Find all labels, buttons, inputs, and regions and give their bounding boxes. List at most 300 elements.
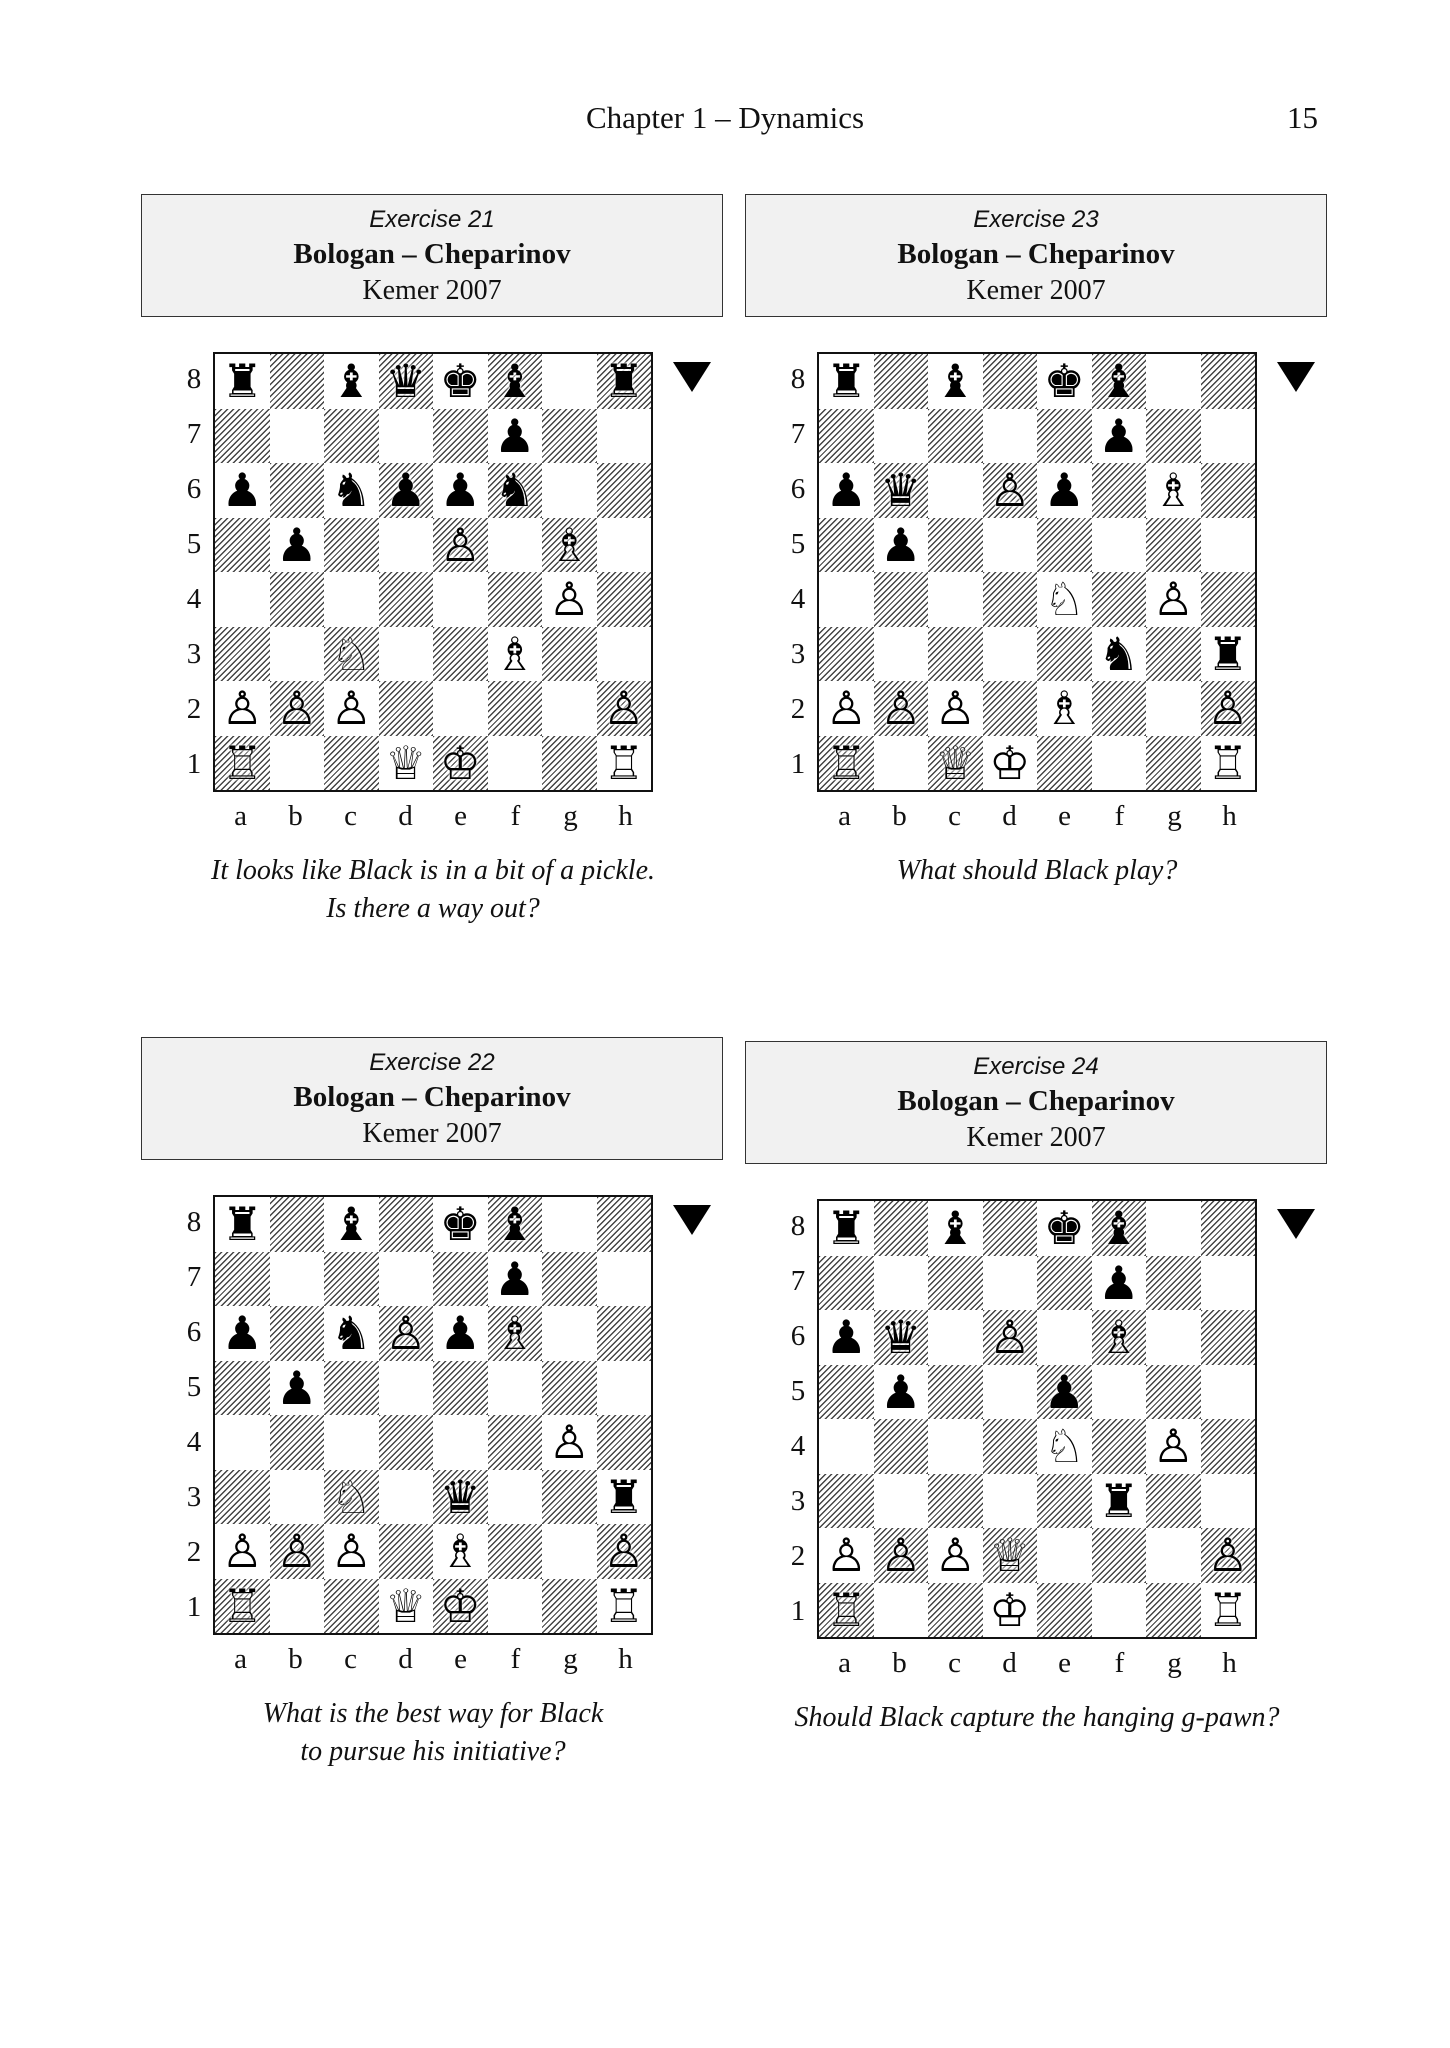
square-g6 xyxy=(542,1306,597,1361)
square-e5 xyxy=(1037,518,1092,573)
square-h4 xyxy=(597,1415,652,1470)
square-g3 xyxy=(1146,1474,1201,1529)
square-g4 xyxy=(1146,572,1201,627)
white-pawn-icon: ♙ xyxy=(603,681,645,736)
square-c6 xyxy=(324,1306,379,1361)
exercise-label: Exercise 21 xyxy=(369,206,495,233)
file-label: h xyxy=(618,1643,633,1675)
rank-label: 4 xyxy=(790,583,806,615)
exercise-label: Exercise 24 xyxy=(973,1053,1099,1080)
square-e1 xyxy=(1037,1583,1092,1638)
square-f1 xyxy=(1092,736,1147,791)
black-to-move-icon xyxy=(673,362,711,392)
square-e4 xyxy=(1037,1419,1092,1474)
square-b6 xyxy=(270,1306,325,1361)
square-h1 xyxy=(597,736,652,791)
rank-label: 1 xyxy=(790,1595,806,1627)
square-a5 xyxy=(215,1361,270,1416)
white-pawn-icon: ♙ xyxy=(330,1524,372,1579)
white-queen-icon: ♕ xyxy=(989,1528,1031,1583)
black-rook-icon: ♜ xyxy=(1098,1473,1140,1528)
white-pawn-icon: ♙ xyxy=(989,463,1031,518)
square-b5 xyxy=(874,1365,929,1420)
file-labels xyxy=(213,1643,653,1683)
exercise-caption xyxy=(745,852,1329,890)
black-pawn-icon: ♟ xyxy=(439,463,481,518)
white-rook-icon: ♖ xyxy=(825,735,867,790)
square-a7 xyxy=(215,1252,270,1307)
file-label: b xyxy=(288,800,303,832)
black-king-icon: ♚ xyxy=(1043,354,1085,409)
rank-label: 1 xyxy=(186,1591,202,1623)
square-f1 xyxy=(488,736,543,791)
black-pawn-icon: ♟ xyxy=(825,1310,867,1365)
square-e3 xyxy=(433,627,488,682)
square-e8 xyxy=(433,354,488,409)
square-g6 xyxy=(1146,1310,1201,1365)
square-h8 xyxy=(597,1197,652,1252)
exercise-event: Kemer 2007 xyxy=(362,275,502,306)
diagram xyxy=(745,352,1329,952)
square-g8 xyxy=(1146,1201,1201,1256)
square-d4 xyxy=(983,572,1038,627)
square-a4 xyxy=(215,1415,270,1470)
chess-board xyxy=(213,1195,653,1635)
square-f4 xyxy=(1092,1419,1147,1474)
exercise-label: Exercise 22 xyxy=(369,1049,495,1076)
file-label: a xyxy=(234,1643,247,1675)
file-labels xyxy=(213,800,653,840)
black-knight-icon: ♞ xyxy=(330,463,372,518)
square-a8 xyxy=(215,1197,270,1252)
square-e5 xyxy=(433,1361,488,1416)
square-d6 xyxy=(379,463,434,518)
square-h7 xyxy=(1201,409,1256,464)
square-e1 xyxy=(433,736,488,791)
square-a7 xyxy=(819,1256,874,1311)
square-a2 xyxy=(215,1524,270,1579)
white-pawn-icon: ♙ xyxy=(221,1524,263,1579)
file-label: g xyxy=(563,800,578,832)
square-f1 xyxy=(1092,1583,1147,1638)
exercise-caption xyxy=(141,852,725,928)
square-b1 xyxy=(874,736,929,791)
square-a8 xyxy=(215,354,270,409)
black-pawn-icon: ♟ xyxy=(439,1306,481,1361)
square-c4 xyxy=(928,1419,983,1474)
chess-board xyxy=(817,1199,1257,1639)
file-label: f xyxy=(1114,800,1125,832)
square-d5 xyxy=(983,1365,1038,1420)
square-h4 xyxy=(1201,572,1256,627)
black-rook-icon: ♜ xyxy=(221,1197,263,1252)
white-pawn-icon: ♙ xyxy=(880,1528,922,1583)
white-pawn-icon: ♙ xyxy=(548,572,590,627)
square-f3 xyxy=(488,1470,543,1525)
square-h5 xyxy=(1201,1365,1256,1420)
square-f6 xyxy=(1092,1310,1147,1365)
square-a3 xyxy=(819,1474,874,1529)
file-labels xyxy=(817,800,1257,840)
square-g1 xyxy=(542,1579,597,1634)
file-label: c xyxy=(948,1647,961,1679)
square-c6 xyxy=(324,463,379,518)
square-f8 xyxy=(1092,354,1147,409)
black-rook-icon: ♜ xyxy=(825,1201,867,1256)
square-f6 xyxy=(488,463,543,518)
square-e5 xyxy=(433,518,488,573)
square-a5 xyxy=(215,518,270,573)
square-b6 xyxy=(874,1310,929,1365)
white-rook-icon: ♖ xyxy=(825,1582,867,1637)
square-g4 xyxy=(1146,1419,1201,1474)
square-d3 xyxy=(379,627,434,682)
square-d7 xyxy=(379,409,434,464)
square-a1 xyxy=(215,736,270,791)
file-label: h xyxy=(618,800,633,832)
square-f8 xyxy=(1092,1201,1147,1256)
square-c1 xyxy=(324,736,379,791)
white-pawn-icon: ♙ xyxy=(934,681,976,736)
square-d2 xyxy=(379,681,434,736)
square-c5 xyxy=(928,1365,983,1420)
square-e6 xyxy=(433,1306,488,1361)
chess-board xyxy=(817,352,1257,792)
exercise-players: Bologan – Cheparinov xyxy=(293,1081,571,1113)
black-bishop-icon: ♝ xyxy=(494,1197,536,1252)
square-c4 xyxy=(324,1415,379,1470)
white-rook-icon: ♖ xyxy=(1207,1582,1249,1637)
file-label: b xyxy=(892,800,907,832)
square-b4 xyxy=(270,572,325,627)
square-e2 xyxy=(1037,1528,1092,1583)
square-g2 xyxy=(1146,1528,1201,1583)
rank-label: 8 xyxy=(790,363,806,395)
square-f3 xyxy=(488,627,543,682)
square-g5 xyxy=(542,1361,597,1416)
square-h2 xyxy=(597,681,652,736)
square-c8 xyxy=(928,354,983,409)
black-queen-icon: ♛ xyxy=(880,1310,922,1365)
square-d4 xyxy=(983,1419,1038,1474)
white-bishop-icon: ♗ xyxy=(1152,463,1194,518)
rank-label: 6 xyxy=(186,473,202,505)
square-b4 xyxy=(874,1419,929,1474)
file-label: b xyxy=(288,1643,303,1675)
square-b7 xyxy=(874,1256,929,1311)
rank-label: 4 xyxy=(186,1426,202,1458)
square-a2 xyxy=(215,681,270,736)
white-knight-icon: ♘ xyxy=(1043,1419,1085,1474)
diagram xyxy=(141,352,725,952)
white-bishop-icon: ♗ xyxy=(494,1306,536,1361)
square-a6 xyxy=(215,463,270,518)
file-label: c xyxy=(344,1643,357,1675)
square-h6 xyxy=(597,1306,652,1361)
rank-labels xyxy=(179,1195,209,1635)
square-d8 xyxy=(379,1197,434,1252)
file-label: c xyxy=(344,800,357,832)
square-b4 xyxy=(270,1415,325,1470)
square-f7 xyxy=(488,409,543,464)
caption-line: What is the best way for Black xyxy=(262,1698,604,1729)
rank-label: 2 xyxy=(186,693,202,725)
square-a2 xyxy=(819,1528,874,1583)
rank-label: 6 xyxy=(790,473,806,505)
square-e3 xyxy=(1037,1474,1092,1529)
square-d5 xyxy=(379,518,434,573)
square-a3 xyxy=(819,627,874,682)
square-f1 xyxy=(488,1579,543,1634)
square-e8 xyxy=(1037,354,1092,409)
square-f5 xyxy=(1092,518,1147,573)
square-b1 xyxy=(270,736,325,791)
square-b3 xyxy=(270,1470,325,1525)
white-bishop-icon: ♗ xyxy=(494,626,536,681)
white-pawn-icon: ♙ xyxy=(1152,1419,1194,1474)
black-pawn-icon: ♟ xyxy=(1098,408,1140,463)
white-bishop-icon: ♗ xyxy=(548,517,590,572)
black-pawn-icon: ♟ xyxy=(1043,1364,1085,1419)
black-pawn-icon: ♟ xyxy=(494,408,536,463)
square-f2 xyxy=(488,1524,543,1579)
rank-label: 3 xyxy=(186,1481,202,1513)
square-h7 xyxy=(597,1252,652,1307)
square-b7 xyxy=(874,409,929,464)
square-b8 xyxy=(270,354,325,409)
white-rook-icon: ♖ xyxy=(221,735,263,790)
black-pawn-icon: ♟ xyxy=(221,1306,263,1361)
exercise-players: Bologan – Cheparinov xyxy=(293,238,571,270)
black-rook-icon: ♜ xyxy=(221,354,263,409)
file-label: d xyxy=(1002,1647,1017,1679)
black-king-icon: ♚ xyxy=(1043,1201,1085,1256)
square-d2 xyxy=(983,1528,1038,1583)
file-label: e xyxy=(454,800,467,832)
white-queen-icon: ♕ xyxy=(385,735,427,790)
square-h5 xyxy=(1201,518,1256,573)
rank-labels xyxy=(783,352,813,792)
square-e7 xyxy=(1037,409,1092,464)
square-a8 xyxy=(819,1201,874,1256)
square-h8 xyxy=(597,354,652,409)
square-a1 xyxy=(215,1579,270,1634)
square-e1 xyxy=(433,1579,488,1634)
black-to-move-icon xyxy=(1277,362,1315,392)
square-d2 xyxy=(379,1524,434,1579)
file-label: d xyxy=(398,800,413,832)
square-b7 xyxy=(270,409,325,464)
caption-line: Is there a way out? xyxy=(326,893,540,924)
square-e7 xyxy=(1037,1256,1092,1311)
square-h2 xyxy=(1201,1528,1256,1583)
white-queen-icon: ♕ xyxy=(934,735,976,790)
file-label: e xyxy=(454,1643,467,1675)
square-f3 xyxy=(1092,627,1147,682)
square-h2 xyxy=(597,1524,652,1579)
white-pawn-icon: ♙ xyxy=(934,1528,976,1583)
square-c7 xyxy=(928,1256,983,1311)
square-g4 xyxy=(542,572,597,627)
caption-line: What should Black play? xyxy=(896,855,1178,886)
square-b5 xyxy=(270,518,325,573)
square-f7 xyxy=(488,1252,543,1307)
file-label: f xyxy=(510,1643,521,1675)
black-rook-icon: ♜ xyxy=(1207,626,1249,681)
file-label: g xyxy=(1167,1647,1182,1679)
black-pawn-icon: ♟ xyxy=(880,1364,922,1419)
square-e4 xyxy=(1037,572,1092,627)
black-knight-icon: ♞ xyxy=(330,1306,372,1361)
black-pawn-icon: ♟ xyxy=(385,463,427,518)
black-queen-icon: ♛ xyxy=(880,463,922,518)
file-label: g xyxy=(563,1643,578,1675)
square-a7 xyxy=(215,409,270,464)
square-b2 xyxy=(874,1528,929,1583)
white-knight-icon: ♘ xyxy=(330,626,372,681)
rank-label: 8 xyxy=(186,363,202,395)
white-bishop-icon: ♗ xyxy=(439,1524,481,1579)
file-label: d xyxy=(1002,800,1017,832)
square-b4 xyxy=(874,572,929,627)
square-c5 xyxy=(324,1361,379,1416)
rank-label: 8 xyxy=(790,1210,806,1242)
square-g2 xyxy=(542,1524,597,1579)
rank-label: 7 xyxy=(186,1261,202,1293)
square-f7 xyxy=(1092,1256,1147,1311)
square-a1 xyxy=(819,1583,874,1638)
exercise-players: Bologan – Cheparinov xyxy=(897,238,1175,270)
square-b7 xyxy=(270,1252,325,1307)
white-pawn-icon: ♙ xyxy=(1207,1528,1249,1583)
square-b1 xyxy=(270,1579,325,1634)
black-bishop-icon: ♝ xyxy=(330,1197,372,1252)
square-b8 xyxy=(874,354,929,409)
square-f7 xyxy=(1092,409,1147,464)
square-d8 xyxy=(379,354,434,409)
file-label: d xyxy=(398,1643,413,1675)
square-e2 xyxy=(1037,681,1092,736)
square-h6 xyxy=(1201,463,1256,518)
square-h8 xyxy=(1201,1201,1256,1256)
rank-label: 7 xyxy=(186,418,202,450)
square-h3 xyxy=(1201,1474,1256,1529)
square-b8 xyxy=(874,1201,929,1256)
white-pawn-icon: ♙ xyxy=(825,681,867,736)
square-f4 xyxy=(488,572,543,627)
square-g1 xyxy=(542,736,597,791)
white-rook-icon: ♖ xyxy=(221,1578,263,1633)
file-label: f xyxy=(510,800,521,832)
black-bishop-icon: ♝ xyxy=(934,354,976,409)
exercise-header xyxy=(141,1037,723,1160)
square-d1 xyxy=(379,1579,434,1634)
black-bishop-icon: ♝ xyxy=(1098,354,1140,409)
square-g7 xyxy=(1146,409,1201,464)
square-c3 xyxy=(928,1474,983,1529)
square-f8 xyxy=(488,354,543,409)
white-knight-icon: ♘ xyxy=(1043,572,1085,627)
square-g2 xyxy=(1146,681,1201,736)
square-a4 xyxy=(215,572,270,627)
square-g6 xyxy=(542,463,597,518)
rank-label: 4 xyxy=(186,583,202,615)
file-label: c xyxy=(948,800,961,832)
file-label: a xyxy=(838,800,851,832)
exercise-caption xyxy=(745,1699,1329,1737)
square-c3 xyxy=(324,627,379,682)
square-g1 xyxy=(1146,1583,1201,1638)
square-c6 xyxy=(928,1310,983,1365)
square-h3 xyxy=(597,1470,652,1525)
exercise-header xyxy=(745,194,1327,317)
white-rook-icon: ♖ xyxy=(603,1578,645,1633)
exercise-label: Exercise 23 xyxy=(973,206,1099,233)
square-e6 xyxy=(1037,463,1092,518)
white-pawn-icon: ♙ xyxy=(825,1528,867,1583)
square-e2 xyxy=(433,681,488,736)
square-e5 xyxy=(1037,1365,1092,1420)
square-g8 xyxy=(542,1197,597,1252)
exercise-players: Bologan – Cheparinov xyxy=(897,1085,1175,1117)
white-pawn-icon: ♙ xyxy=(548,1415,590,1470)
square-b6 xyxy=(270,463,325,518)
rank-label: 1 xyxy=(186,748,202,780)
square-a4 xyxy=(819,1419,874,1474)
white-pawn-icon: ♙ xyxy=(276,1524,318,1579)
black-pawn-icon: ♟ xyxy=(276,1360,318,1415)
square-d7 xyxy=(983,409,1038,464)
rank-label: 7 xyxy=(790,1265,806,1297)
square-f4 xyxy=(1092,572,1147,627)
square-d6 xyxy=(983,463,1038,518)
square-g5 xyxy=(1146,518,1201,573)
file-label: f xyxy=(1114,1647,1125,1679)
square-g3 xyxy=(542,627,597,682)
square-b1 xyxy=(874,1583,929,1638)
rank-label: 4 xyxy=(790,1430,806,1462)
square-f8 xyxy=(488,1197,543,1252)
black-king-icon: ♚ xyxy=(439,354,481,409)
black-bishop-icon: ♝ xyxy=(494,354,536,409)
file-label: h xyxy=(1222,1647,1237,1679)
white-pawn-icon: ♙ xyxy=(989,1310,1031,1365)
square-a6 xyxy=(215,1306,270,1361)
white-pawn-icon: ♙ xyxy=(221,681,263,736)
white-queen-icon: ♕ xyxy=(385,1578,427,1633)
square-g6 xyxy=(1146,463,1201,518)
square-e8 xyxy=(433,1197,488,1252)
rank-label: 5 xyxy=(790,528,806,560)
chapter-title: Chapter 1 – Dynamics xyxy=(585,100,865,135)
square-e8 xyxy=(1037,1201,1092,1256)
rank-label: 2 xyxy=(790,1540,806,1572)
white-pawn-icon: ♙ xyxy=(330,681,372,736)
rank-label: 2 xyxy=(186,1536,202,1568)
square-h1 xyxy=(1201,736,1256,791)
file-label: h xyxy=(1222,800,1237,832)
black-rook-icon: ♜ xyxy=(825,354,867,409)
square-g5 xyxy=(1146,1365,1201,1420)
black-to-move-icon xyxy=(1277,1209,1315,1239)
square-d4 xyxy=(379,572,434,627)
square-h7 xyxy=(1201,1256,1256,1311)
caption-line: Should Black capture the hanging g-pawn? xyxy=(794,1702,1280,1733)
square-d7 xyxy=(983,1256,1038,1311)
square-e1 xyxy=(1037,736,1092,791)
square-g2 xyxy=(542,681,597,736)
square-f3 xyxy=(1092,1474,1147,1529)
